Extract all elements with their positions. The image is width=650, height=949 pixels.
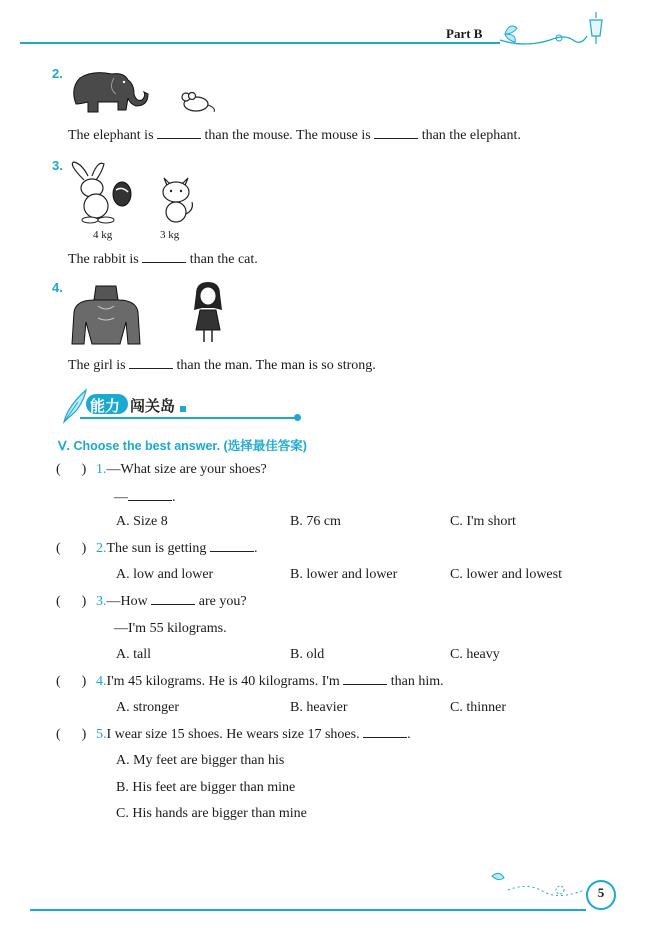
question-2 xyxy=(96,541,257,557)
answer-blank[interactable] xyxy=(363,736,407,738)
answer-blank[interactable] xyxy=(151,603,195,605)
section-banner xyxy=(60,388,300,424)
rabbit-illustration xyxy=(64,160,144,224)
question-stem: —What size are your shoes? xyxy=(106,462,267,477)
rabbit-weight-label: 4 kg xyxy=(93,229,113,241)
answer-blank[interactable] xyxy=(157,137,201,139)
option-a[interactable]: A. Size 8 xyxy=(116,514,168,529)
question-1-answer-line xyxy=(114,490,176,506)
dash: — xyxy=(114,490,128,505)
option-a[interactable]: A. My feet are bigger than his xyxy=(116,753,285,768)
question-stem: I'm 45 kilograms. He is 40 kilograms. I'm xyxy=(106,674,340,689)
banner-square-icon xyxy=(180,406,186,412)
period: . xyxy=(172,490,176,505)
banner-rule-dot xyxy=(294,414,301,421)
option-c[interactable]: C. I'm short xyxy=(450,514,516,529)
option-c[interactable]: C. thinner xyxy=(450,700,506,715)
answer-blank[interactable] xyxy=(129,367,173,369)
sentence-part: The rabbit is xyxy=(68,252,139,267)
option-b[interactable]: B. heavier xyxy=(290,700,348,715)
header xyxy=(0,0,650,50)
sentence-part: The elephant is xyxy=(68,128,154,143)
sentence-part: than the man. The man is so strong. xyxy=(176,358,376,373)
elephant-illustration xyxy=(66,66,150,116)
option-c[interactable]: C. His hands are bigger than mine xyxy=(116,806,307,821)
question-3-line-2: —I'm 55 kilograms. xyxy=(114,621,227,636)
answer-bracket[interactable]: ( ) xyxy=(56,462,87,477)
option-b[interactable]: B. old xyxy=(290,647,325,662)
question-number: 1. xyxy=(96,462,107,477)
footer-vine-icon xyxy=(488,868,588,902)
question-5 xyxy=(96,727,411,743)
question-number: 5. xyxy=(96,727,107,742)
cat-weight-label: 3 kg xyxy=(160,229,180,241)
question-stem: are you? xyxy=(198,594,247,609)
page-number: 5 xyxy=(597,885,605,900)
item-number: 3. xyxy=(52,158,63,173)
option-c[interactable]: C. lower and lowest xyxy=(450,567,562,582)
option-c[interactable]: C. heavy xyxy=(450,647,500,662)
option-b[interactable]: B. 76 cm xyxy=(290,514,341,529)
header-rule xyxy=(20,42,500,44)
option-a[interactable]: A. low and lower xyxy=(116,567,214,582)
question-number: 3. xyxy=(96,594,107,609)
answer-blank[interactable] xyxy=(343,683,387,685)
lantern-icon xyxy=(587,12,605,44)
period: . xyxy=(407,727,411,742)
item-3-sentence xyxy=(68,252,258,268)
answer-bracket[interactable]: ( ) xyxy=(56,541,87,556)
question-stem: The sun is getting xyxy=(106,541,207,556)
answer-blank[interactable] xyxy=(142,261,186,263)
sentence-part: than the mouse. The mouse is xyxy=(204,128,371,143)
answer-bracket[interactable]: ( ) xyxy=(56,727,87,742)
banner-title: 闯关岛 xyxy=(130,397,176,415)
girl-illustration xyxy=(190,280,226,346)
question-stem: I wear size 15 shoes. He wears size 17 shoes. xyxy=(106,727,360,742)
sentence-part: than the cat. xyxy=(189,252,258,267)
answer-blank[interactable] xyxy=(210,550,254,552)
sentence-part: than the elephant. xyxy=(421,128,521,143)
question-1 xyxy=(96,462,267,478)
item-4-sentence xyxy=(68,358,376,374)
option-a[interactable]: A. stronger xyxy=(116,700,179,715)
strong-man-illustration xyxy=(68,282,144,346)
option-b[interactable]: B. lower and lower xyxy=(290,567,398,582)
question-stem: than him. xyxy=(390,674,444,689)
option-b[interactable]: B. His feet are bigger than mine xyxy=(116,780,296,795)
answer-blank[interactable] xyxy=(128,499,172,501)
answer-blank[interactable] xyxy=(374,137,418,139)
period: . xyxy=(253,541,258,556)
mouse-illustration xyxy=(178,90,218,114)
sentence-part: The girl is xyxy=(68,358,126,373)
answer-bracket[interactable]: ( ) xyxy=(56,594,87,609)
cat-illustration xyxy=(156,172,196,224)
banner-rule xyxy=(80,417,296,419)
section-title: Ⅴ. Choose the best answer. (选择最佳答案) xyxy=(58,439,307,453)
answer-bracket[interactable]: ( ) xyxy=(56,674,87,689)
question-number: 4. xyxy=(96,674,107,689)
question-4 xyxy=(96,674,444,690)
item-number: 4. xyxy=(52,280,63,295)
option-a[interactable]: A. tall xyxy=(116,647,151,662)
banner-highlight-text: 能力 xyxy=(90,397,121,415)
question-number: 2. xyxy=(96,541,107,556)
question-3 xyxy=(96,594,247,610)
item-2-sentence xyxy=(68,128,521,144)
footer-rule xyxy=(30,909,586,911)
part-label: Part B xyxy=(446,26,483,41)
item-number: 2. xyxy=(52,66,63,81)
question-stem: —How xyxy=(106,594,148,609)
